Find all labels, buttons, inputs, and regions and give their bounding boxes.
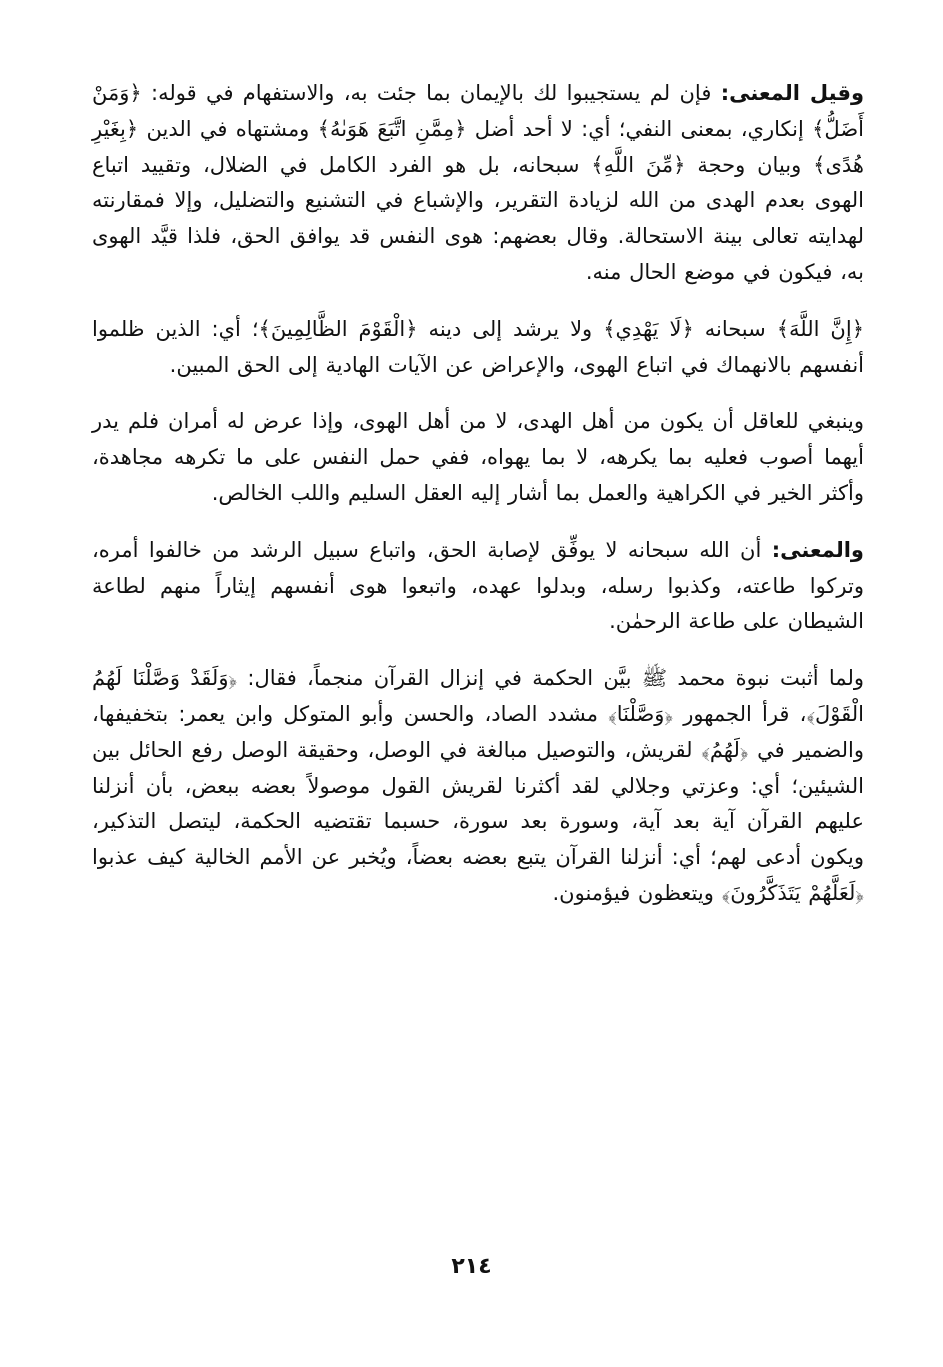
paragraph-5 bbox=[92, 661, 864, 912]
paragraph-3 bbox=[92, 404, 864, 511]
paragraph-text: وينبغي للعاقل أن يكون من أهل الهدى، لا من أهل الهوى، وإذا عرض له أمران فلم يدر أيهما أصوب فعليه بما يكرهه، لا بما يهواه، ففي حمل النفس على ما تكرهه مجاهدة، وأكثر الخير في الكراهية والعمل بما أشار إليه العقل السليم واللب الخالص. bbox=[92, 409, 864, 505]
paragraph-text: ﴿إِنَّ اللَّهَ﴾ سبحانه ﴿لَا يَهْدِي﴾ ولا يرشد إلى دينه ﴿الْقَوْمَ الظَّالِمِينَ﴾؛ أي: الذين ظلموا أنفسهم بالانهماك في اتباع الهوى، والإعراض عن الآيات الهادية إلى الحق المبين. bbox=[92, 316, 864, 377]
paragraph-text: أن الله سبحانه لا يوفِّق لإصابة الحق، واتباع سبيل الرشد من خالفوا أمره، وتركوا طاعته، وكذبوا رسله، وبدلوا عهده، واتبعوا هوى أنفسهم إيثاراً منهم لطاعة الشيطان على طاعة الرحمٰن. bbox=[92, 537, 864, 634]
paragraph-lead: وقيل المعنى: bbox=[720, 81, 864, 105]
paragraph-lead: والمعنى: bbox=[771, 537, 864, 562]
paragraph-2 bbox=[92, 312, 864, 384]
paragraph-1 bbox=[92, 76, 864, 291]
paragraph-text: ولما أثبت نبوة محمد ﷺ بيَّن الحكمة في إنزال القرآن منجماً، فقال: ﴿وَلَقَدْ وَصَّلْنَا لَهُمُ الْقَوْلَ﴾، قرأ الجمهور ﴿وَصَّلْنَا﴾ مشدد الصاد، والحسن وأبو المتوكل وابن يعمر: بتخفيفها، والضمير في ﴿لَهُمُ﴾ لقريش، والتوصيل مبالغة في الوصل، وحقيقة الوصل رفع الحائل بين الشيئين؛ أي: وعزتي وجلالي لقد أكثرنا لقريش القول موصولاً بعضه ببعض، بأن أنزلنا عليهم القرآن آية بعد آية، وسورة بعد سورة، حسبما تقتضيه الحكمة، ليتصل التذكير، ويكون أدعى لهم؛ أي: أنزلنا القرآن يتبع بعضه بعضاً، ويُخبر عن الأمم الخالية كيف عذبوا ﴿لَعَلَّهُمْ يَتَذَكَّرُونَ﴾ ويتعظون فيؤمنون. bbox=[92, 666, 864, 905]
page-number: ٢١٤ bbox=[451, 1254, 492, 1279]
page-body bbox=[92, 76, 864, 933]
paragraph-text: فإن لم يستجيبوا لك بالإيمان بما جئت به، والاستفهام في قوله: ﴿وَمَنْ أَضَلُّ﴾ إنكاري، بمعنى النفي؛ أي: لا أحد أضل ﴿مِمَّنِ اتَّبَعَ هَوَىٰهُ﴾ ومشتهاه في الدين ﴿بِغَيْرِ هُدًى﴾ وبيان وحجة ﴿مِّنَ اللَّهِ﴾ سبحانه، بل هو الفرد الكامل في الضلال، وتقييد اتباع الهوى بعدم الهدى من الله لزيادة التقرير، والإشباع في التشنيع والتضليل، وإلا فمقارنته لهدايته تعالى بينة الاستحالة. وقال بعضهم: هوى النفس قد يوافق الحق، فلذا قيَّد الهوى به، فيكون في موضع الحال منه. bbox=[92, 81, 864, 284]
paragraph-4 bbox=[92, 533, 864, 640]
